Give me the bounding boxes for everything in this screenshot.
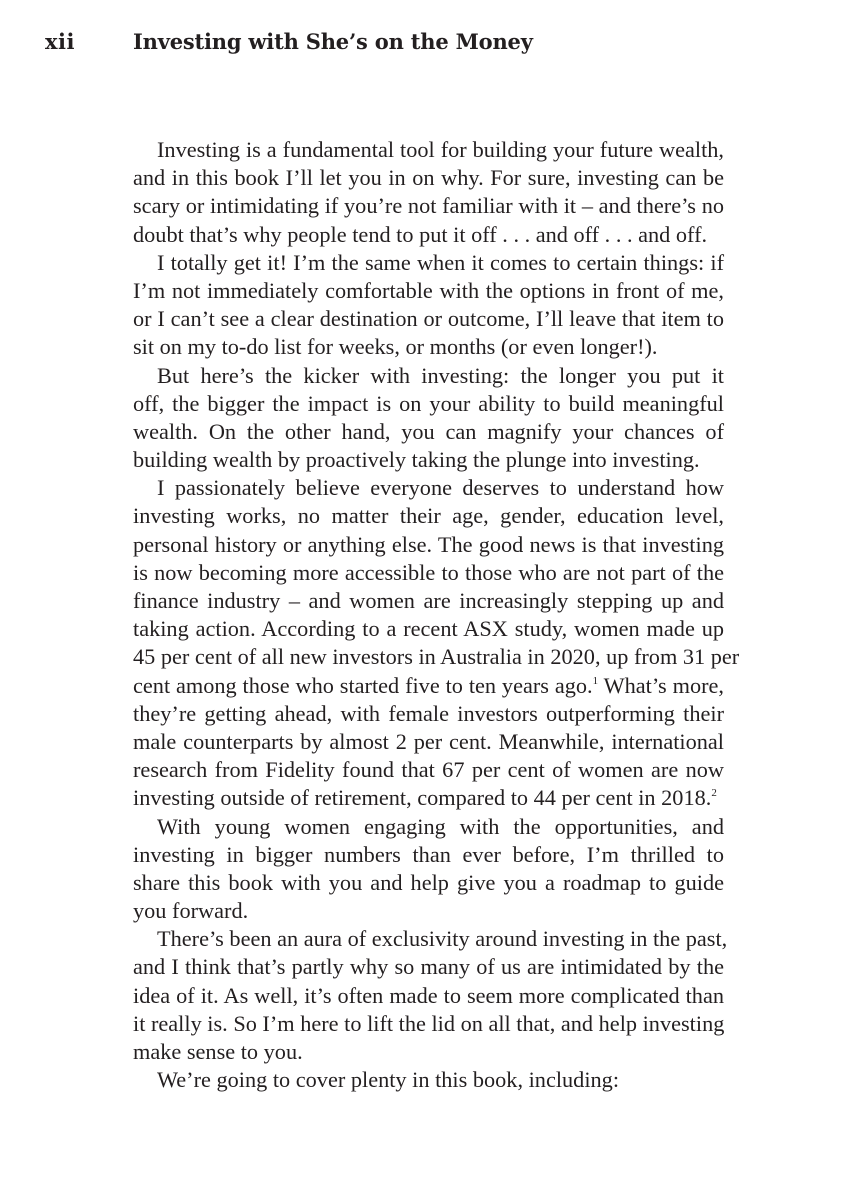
body-text [133,136,740,1094]
text-line: I totally get it! I’m the same when it comes to certain things: if [157,249,724,275]
text-line: idea of it. As well, it’s often made to seem more complicated than [133,982,724,1008]
text-line: you forward. [133,898,249,924]
paragraph [133,813,724,926]
paragraph [133,474,740,812]
text-line-with-footnote [133,672,724,700]
text-line: is now becoming more accessible to those who are not part of the [133,559,724,585]
paragraph [133,925,728,1066]
text-line-with-footnote [133,784,724,812]
text-line: wealth. On the other hand, you can magnify your chances of [133,418,724,444]
footnote-ref-1[interactable]: 1 [592,674,599,687]
footnote-ref-2[interactable]: 2 [711,787,717,800]
text-segment: investing outside of retirement, compared to 44 per cent in 2018. [133,785,712,811]
text-line: sit on my to-do list for weeks, or months (or even longer!). [133,334,658,360]
text-line: There’s been an aura of exclusivity around investing in the past, [157,926,728,952]
paragraph [133,1066,724,1094]
text-line: taking action. According to a recent ASX study, women made up [133,616,724,642]
text-line: share this book with you and help give you a roadmap to guide [133,869,724,895]
text-line: investing in bigger numbers than ever before, I’m thrilled to [133,841,724,867]
text-line: it really is. So I’m here to lift the lid on all that, and help investing [133,1010,725,1036]
text-line: make sense to you. [133,1039,303,1064]
text-line: off, the bigger the impact is on your ability to build meaningful [133,390,724,416]
text-line: I passionately believe everyone deserves to understand how [157,475,724,501]
text-line: and I think that’s partly why so many of us are intimidated by the [133,954,724,980]
text-line: or I can’t see a clear destination or outcome, I’ll leave that item to [133,306,724,332]
running-title: Investing with She’s on the Money [133,29,533,54]
text-line: We’re going to cover plenty in this book, including: [157,1067,620,1093]
text-line: research from Fidelity found that 67 per cent of women are now [133,757,724,783]
text-line: personal history or anything else. The good news is that investing [133,531,724,557]
paragraph [133,136,724,249]
text-segment: What’s more, [598,672,724,698]
text-line: Investing is a fundamental tool for building your future wealth, [157,137,724,162]
text-line: investing works, no matter their age, gender, education level, [133,503,724,529]
page-number: xii [45,29,75,54]
text-line: building wealth by proactively taking the plunge into investing. [133,447,700,473]
text-line: male counterparts by almost 2 per cent. Meanwhile, international [133,728,724,754]
paragraph [133,362,724,475]
text-segment: cent among those who started five to ten years ago. [133,672,593,698]
text-line: scary or intimidating if you’re not familiar with it – and there’s no [133,193,724,219]
paragraph [133,249,724,362]
text-line: I’m not immediately comfortable with the options in front of me, [133,277,724,303]
text-line: With young women engaging with the opportunities, and [157,813,724,839]
text-line: and in this book I’ll let you in on why. For sure, investing can be [133,165,724,191]
text-line: 45 per cent of all new investors in Australia in 2020, up from 31 per [133,644,740,670]
text-line: doubt that’s why people tend to put it off . . . and off . . . and off. [133,221,708,247]
text-line: finance industry – and women are increasingly stepping up and [133,588,724,613]
running-head [0,26,850,60]
text-line: But here’s the kicker with investing: the longer you put it [157,362,724,388]
text-line: they’re getting ahead, with female investors outperforming their [133,700,724,726]
